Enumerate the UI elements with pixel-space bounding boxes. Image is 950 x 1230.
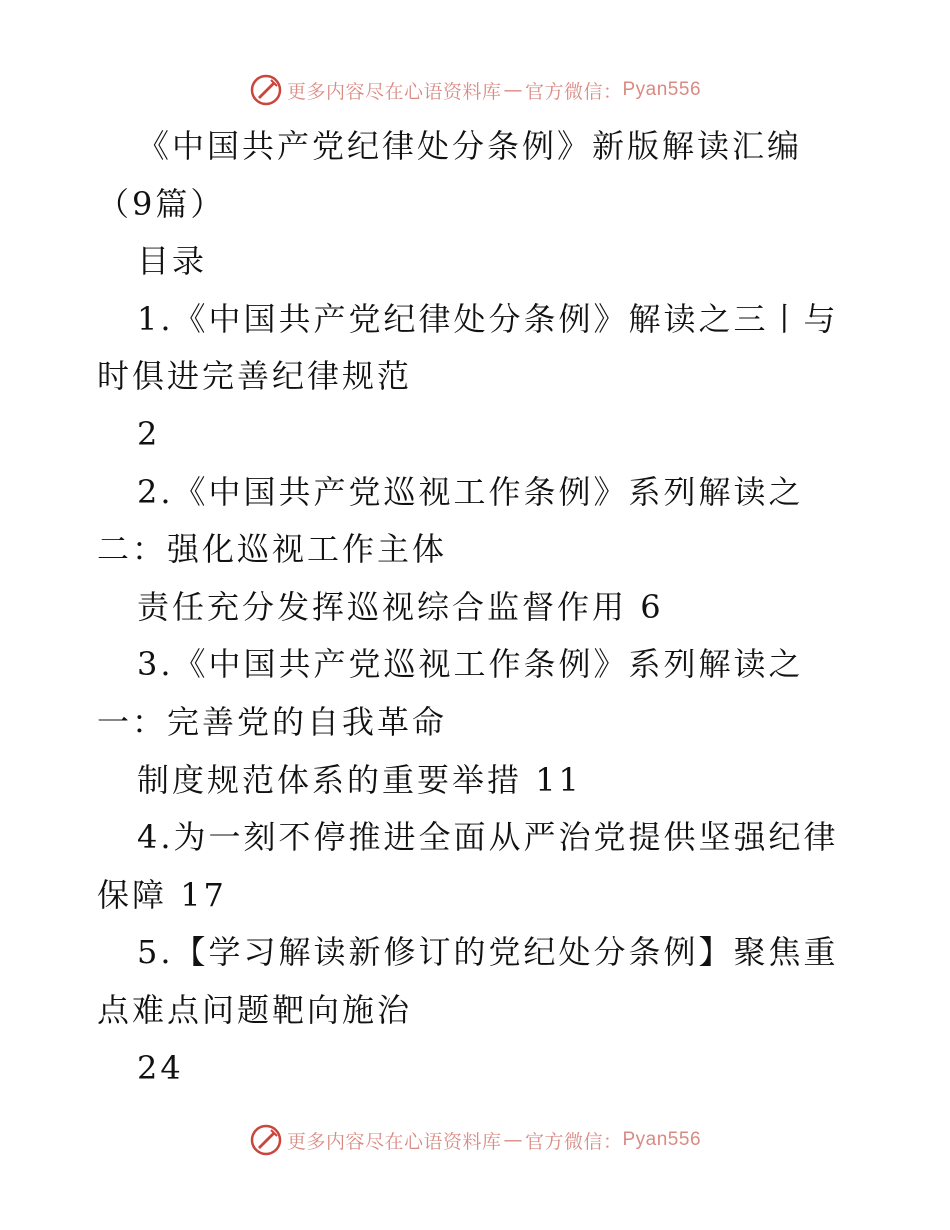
watermark-dash: — xyxy=(503,79,523,101)
toc-entry-4 xyxy=(97,809,857,924)
toc-entry-1-title: 1.《中国共产党纪律处分条例》解读之三丨与时俱进完善纪律规范 xyxy=(97,299,839,396)
watermark-header xyxy=(0,70,950,110)
watermark-footer xyxy=(0,1120,950,1160)
toc-entry-3-title: 3.《中国共产党巡视工作条例》系列解读之一：完善党的自我革命 xyxy=(97,645,804,741)
toc-entry-2-page: 6 xyxy=(640,587,664,626)
watermark-text: 更多内容尽在心语资料库 xyxy=(286,80,502,103)
toc-entry-2-title: 2.《中国共产党巡视工作条例》系列解读之二：强化巡视工作主体 xyxy=(97,472,804,569)
toc-entry-4-page: 17 xyxy=(180,875,227,914)
watermark-suffix: 官方微信： xyxy=(524,80,623,103)
toc-entry-1-page: 2 xyxy=(137,414,161,453)
toc-entry-5-title: 5.【学习解读新修订的党纪处分条例】聚焦重点难点问题靶向施治 xyxy=(97,933,839,1029)
toc-entry-4-title: 4.为一刻不停推进全面从严治党提供坚强纪律保障 xyxy=(97,818,839,914)
watermark-suffix: 官方微信： xyxy=(524,1130,623,1153)
watermark-wechat-id: Pyan556 xyxy=(622,79,702,100)
watermark-text: 更多内容尽在心语资料库 xyxy=(286,1130,502,1153)
quill-logo-icon xyxy=(249,73,283,107)
toc-entry-5-page: 24 xyxy=(137,1048,184,1087)
watermark-wechat-id: Pyan556 xyxy=(622,1129,702,1150)
quill-logo-icon xyxy=(249,1123,283,1157)
toc-entry-3-page: 11 xyxy=(535,760,582,799)
toc-heading: 目录 xyxy=(137,242,208,281)
toc-entry-2-continuation xyxy=(97,579,857,637)
toc-entry-2-title-cont: 责任充分发挥巡视综合监督作用 xyxy=(137,587,628,626)
document-body xyxy=(97,118,857,1097)
toc-entry-3-title-cont: 制度规范体系的重要举措 xyxy=(137,760,523,799)
watermark-dash: — xyxy=(503,1129,523,1151)
document-title: 《中国共产党纪律处分条例》新版解读汇编（9篇） xyxy=(97,127,803,223)
toc-entry-3-continuation xyxy=(97,752,857,810)
